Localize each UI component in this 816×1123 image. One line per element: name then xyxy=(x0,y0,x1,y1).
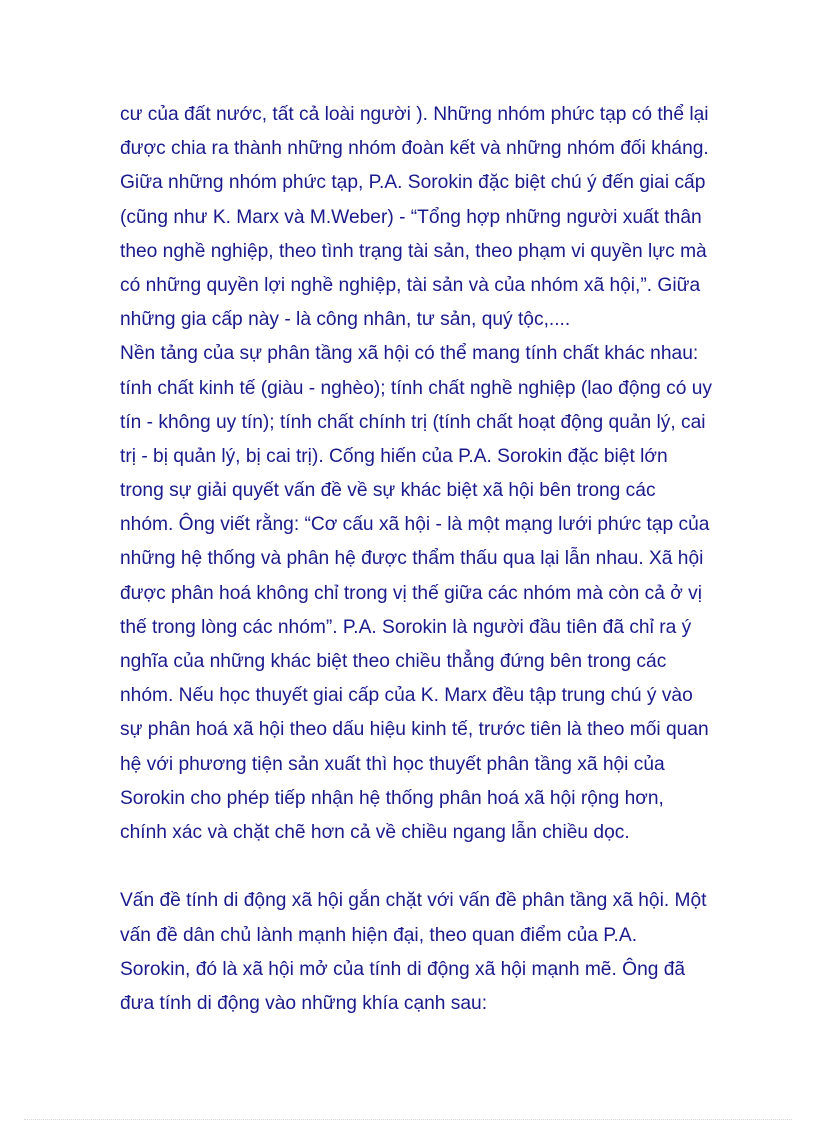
text-line: hệ với phương tiện sản xuất thì học thuyết phân tầng xã hội của xyxy=(120,753,665,775)
text-line: chính xác và chặt chẽ hơn cả về chiều ngang lẫn chiều dọc. xyxy=(120,821,630,843)
text-line: được phân hoá không chỉ trong vị thế giữa các nhóm mà còn cả ở vị xyxy=(120,582,703,604)
text-line: cư của đất nước, tất cả loài người ). Những nhóm phức tạp có thể lại xyxy=(120,104,709,125)
text-line: vấn đề dân chủ lành mạnh hiện đại, theo quan điểm của P.A. xyxy=(120,924,638,946)
text-line: nhóm. Nếu học thuyết giai cấp của K. Marx đều tập trung chú ý vào xyxy=(120,685,693,707)
page-bottom-divider xyxy=(24,1119,792,1120)
text-line: tính chất kinh tế (giàu - nghèo); tính chất nghề nghiệp (lao động có uy xyxy=(120,377,713,399)
text-line: thế trong lòng các nhóm”. P.A. Sorokin là người đầu tiên đã chỉ ra ý xyxy=(120,616,692,638)
text-line: có những quyền lợi nghề nghiệp, tài sản và của nhóm xã hội,”. Giữa xyxy=(120,274,701,296)
text-line: sự phân hoá xã hội theo dấu hiệu kinh tế, trước tiên là theo mối quan xyxy=(120,719,709,741)
text-line: Giữa những nhóm phức tạp, P.A. Sorokin đặc biệt chú ý đến giai cấp xyxy=(120,172,706,194)
text-line: tín - không uy tín); tính chất chính trị (tính chất hoạt động quản lý, cai xyxy=(120,411,706,433)
text-line: những gia cấp này - là công nhân, tư sản, quý tộc,.... xyxy=(120,309,571,331)
text-line: đưa tính di động vào những khía cạnh sau: xyxy=(120,992,488,1014)
text-line: trị - bị quản lý, bị cai trị). Cống hiến của P.A. Sorokin đặc biệt lớn xyxy=(120,445,668,467)
blank-line xyxy=(120,850,710,884)
text-line: nghĩa của những khác biệt theo chiều thẳng đứng bên trong các xyxy=(120,651,667,672)
text-line: Nền tảng của sự phân tầng xã hội có thể mang tính chất khác nhau: xyxy=(120,343,699,365)
text-line: trong sự giải quyết vấn đề về sự khác biệt xã hội bên trong các xyxy=(120,480,656,502)
text-line: nhóm. Ông viết rằng: “Cơ cấu xã hội - là một mạng lưới phức tạp của xyxy=(120,514,710,536)
text-line: Sorokin cho phép tiếp nhận hệ thống phân hoá xã hội rộng hơn, xyxy=(120,787,664,809)
text-line: Sorokin, đó là xã hội mở của tính di động xã hội mạnh mẽ. Ông đã xyxy=(120,958,686,980)
body-text xyxy=(120,98,713,1021)
text-line: theo nghề nghiệp, theo tình trạng tài sản, theo phạm vi quyền lực mà xyxy=(120,240,707,262)
text-line: được chia ra thành những nhóm đoàn kết và những nhóm đối kháng. xyxy=(120,138,709,160)
text-line: những hệ thống và phân hệ được thẩm thấu qua lại lẫn nhau. Xã hội xyxy=(120,548,704,570)
text-line: Vấn đề tính di động xã hội gắn chặt với vấn đề phân tầng xã hội. Một xyxy=(120,890,707,912)
text-line: (cũng như K. Marx và M.Weber) - “Tổng hợp những người xuất thân xyxy=(120,206,702,228)
